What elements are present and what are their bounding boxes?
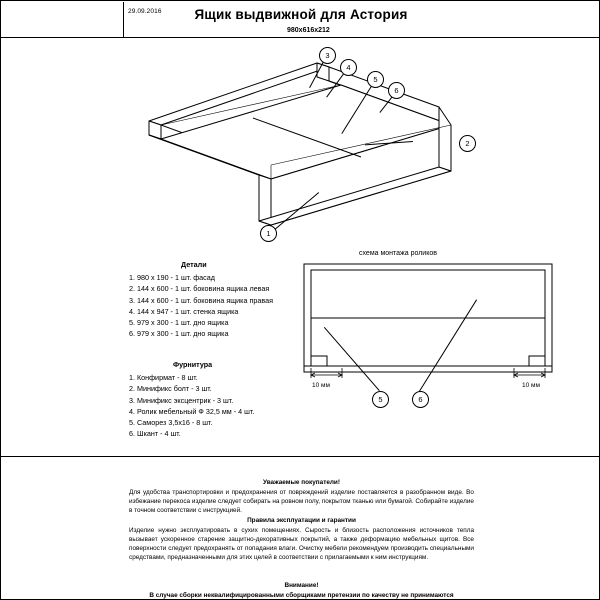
callout-2: 2 <box>459 135 476 152</box>
callout-4: 4 <box>340 59 357 76</box>
list-item: 5. 979 х 300 - 1 шт. дно ящика <box>129 318 229 328</box>
footer-heading-buyers: Уважаемые покупатели! <box>262 479 340 486</box>
dimension-label-left: 10 мм <box>312 382 330 389</box>
list-item: 6. 979 х 300 - 1 шт. дно ящика <box>129 329 229 339</box>
footer-heading-warranty: Правила эксплуатации и гарантии <box>247 517 356 524</box>
hardware-list <box>129 359 299 439</box>
footer-paragraph-assembly: Для удобства транспортировки и предохранения от повреждений изделие поставляется в разобранном виде. Во избежание перекоса изделие следует собирать на ровном полу, покрытом тканью или бумагой. Собирайте изделие в точном соответствии с инструкцией. <box>129 489 474 514</box>
callout-6: 6 <box>388 82 405 99</box>
list-item: 3. 144 х 600 - 1 шт. боковина ящика правая <box>129 295 273 305</box>
list-item: 6. Шкант - 4 шт. <box>129 429 181 439</box>
list-item: 5. Саморез 3,5х16 - 8 шт. <box>129 418 213 428</box>
product-dimensions: 980х616х212 <box>287 27 330 34</box>
roller-scheme-drawing <box>298 260 558 380</box>
list-item: 2. 144 х 600 - 1 шт. боковина ящика левая <box>129 284 270 294</box>
list-item: 3. Минификс эксцентрик - 3 шт. <box>129 395 234 405</box>
footer-paragraph-warranty: Изделие нужно эксплуатировать в сухих помещениях. Сырость и близость расположения источников тепла вызывает ускоренное старение защитно-декоративных покрытий, а также деформацию мебельных щитов. Все поверхности следует предохранять от попадания влаги. Очистку мебели рекомендуем производить специальными средствами, предназначенными для этих целей в соответствии с прилагаемыми к ним инструкциям. <box>129 527 474 561</box>
list-item: 1. 980 х 190 - 1 шт. фасад <box>129 273 215 283</box>
header-divider-horizontal <box>1 37 600 38</box>
hardware-list-title: Фурнитура <box>173 360 213 369</box>
parts-list <box>129 259 289 339</box>
list-item: 4. 144 х 947 - 1 шт. стенка ящика <box>129 306 239 316</box>
roller-scheme-caption: схема монтажа роликов <box>359 250 437 257</box>
footer-divider <box>1 456 600 457</box>
callout-roller-6: 6 <box>412 391 429 408</box>
callout-3: 3 <box>319 47 336 64</box>
list-item: 4. Ролик мебельный Ф 32,5 мм - 4 шт. <box>129 406 255 416</box>
callout-1: 1 <box>260 225 277 242</box>
list-item: 1. Конфирмат - 8 шт. <box>129 373 198 383</box>
footer-heading-attention: Внимание! <box>284 582 319 589</box>
page-title: Ящик выдвижной для Астория <box>194 7 408 22</box>
list-item: 2. Минификс болт - 3 шт. <box>129 384 212 394</box>
footer-paragraph-attention: В случае сборки неквалифицированными сборщиками претензии по качеству не принимаются <box>149 592 454 599</box>
document-date: 29.09.2016 <box>128 8 162 15</box>
callout-5: 5 <box>367 71 384 88</box>
callout-roller-5: 5 <box>372 391 389 408</box>
dimension-label-right: 10 мм <box>522 382 540 389</box>
parts-list-title: Детали <box>181 260 207 269</box>
drawer-isometric-drawing <box>121 43 481 243</box>
